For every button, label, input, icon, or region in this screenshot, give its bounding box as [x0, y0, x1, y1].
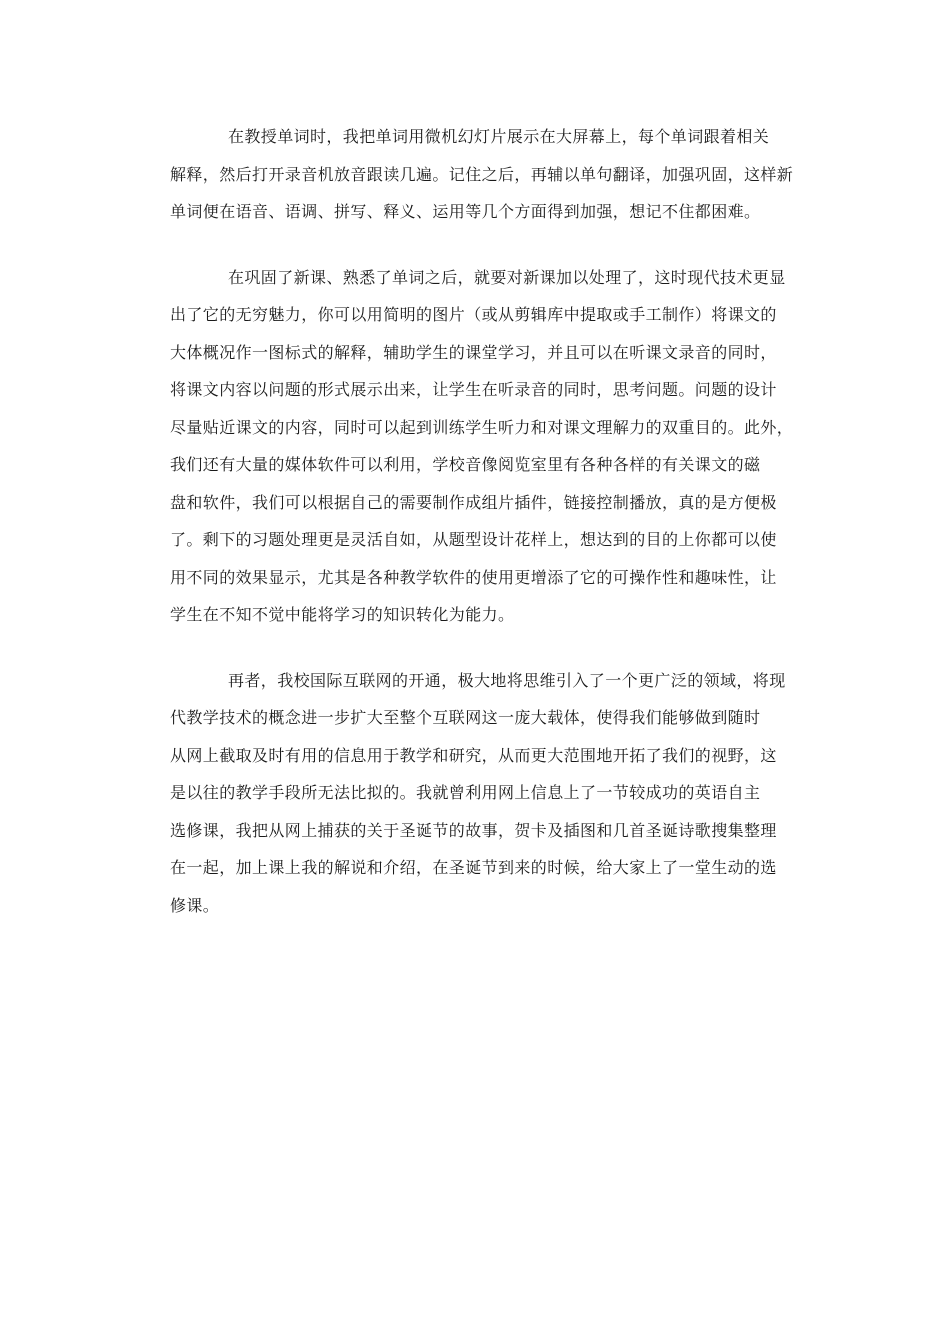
text-line: 是以往的教学手段所无法比拟的。我就曾利用网上信息上了一节较成功的英语自主: [170, 783, 761, 802]
text-line: 盘和软件，我们可以根据自己的需要制作成组片插件，链接控制播放，真的是方便极: [170, 492, 777, 512]
text-line: 用不同的效果显示，尤其是各种教学软件的使用更增添了它的可操作性和趣味性，让: [170, 567, 777, 587]
text-line: 再者，我校国际互联网的开通，极大地将思维引入了一个更广泛的领域，将现: [228, 670, 786, 690]
text-line: 了。剩下的习题处理更是灵活自如，从题型设计花样上，想达到的目的上你都可以使: [170, 530, 777, 549]
text-line: 将课文内容以问题的形式展示出来，让学生在听录音的同时，思考问题。问题的设计: [170, 380, 777, 399]
text-line: 学生在不知不觉中能将学习的知识转化为能力。: [170, 605, 515, 624]
text-line: 我们还有大量的媒体软件可以利用，学校音像阅览室里有各种各样的有关课文的磁: [170, 455, 761, 474]
text-line: 在巩固了新课、熟悉了单词之后，就要对新课加以处理了，这时现代技术更显: [228, 267, 786, 287]
text-line: 大体概况作一图标式的解释，辅助学生的课堂学习，并且可以在听课文录音的同时，: [170, 342, 777, 362]
text-line: 从网上截取及时有用的信息用于教学和研究，从而更大范围地开拓了我们的视野，这: [170, 745, 777, 765]
text-line: 在教授单词时，我把单词用微机幻灯片展示在大屏幕上，每个单词跟着相关: [228, 127, 770, 146]
text-line: 代教学技术的概念进一步扩大至整个互联网这一庞大载体，使得我们能够做到随时: [170, 708, 761, 727]
text-line: 修课。: [170, 895, 220, 915]
text-line: 尽量贴近课文的内容，同时可以起到训练学生听力和对课文理解力的双重目的。此外，: [170, 417, 794, 437]
text-line: 选修课，我把从网上捕获的关于圣诞节的故事，贺卡及插图和几首圣诞诗歌搜集整理: [170, 820, 777, 840]
text-line: 出了它的无穷魅力，你可以用简明的图片（或从剪辑库中提取或手工制作）将课文的: [170, 305, 777, 324]
text-line: 在一起，加上课上我的解说和介绍，在圣诞节到来的时候，给大家上了一堂生动的选: [170, 858, 777, 877]
paragraph-2: [170, 259, 794, 634]
paragraph-1: [170, 118, 794, 231]
text-line: 解释，然后打开录音机放音跟读几遍。记住之后，再辅以单句翻译，加强巩固，这样新: [170, 164, 794, 184]
text-line: 单词便在语音、语调、拼写、释义、运用等几个方面得到加强，想记不住都困难。: [170, 202, 761, 221]
document-body: [170, 118, 794, 952]
paragraph-3: [170, 662, 786, 925]
